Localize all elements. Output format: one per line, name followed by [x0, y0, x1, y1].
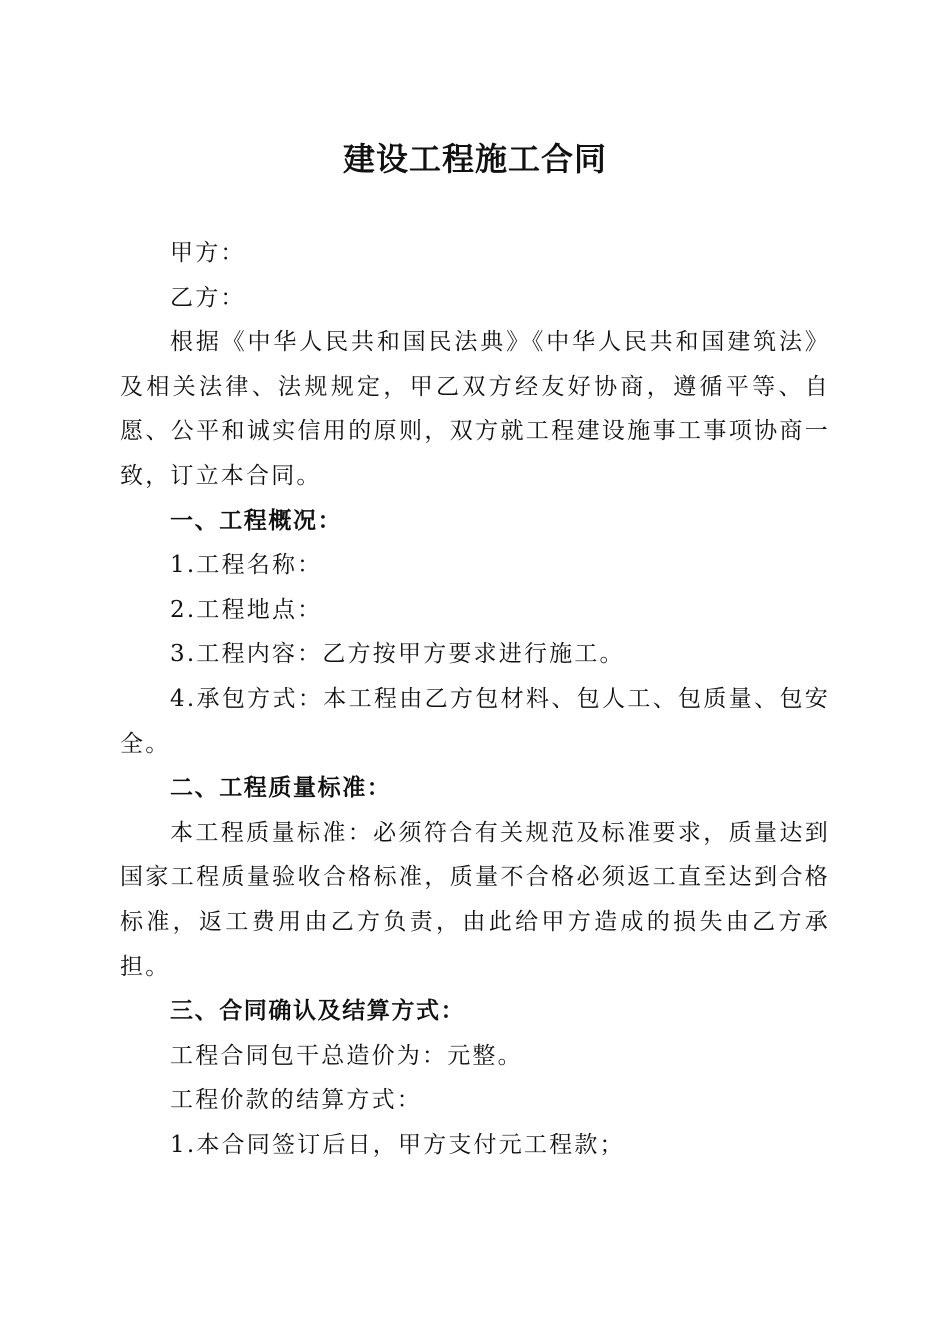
document-title: 建设工程施工合同 — [342, 140, 607, 178]
section-heading-overview: 一、工程概况： — [170, 507, 343, 534]
total-price-line: 工程合同包干总造价为：元整。 — [170, 1042, 523, 1069]
quality-standard-paragraph: 本工程质量标准：必须符合有关规范及标准要求，质量达到国家工程质量验收合格标准，质量不合格必须返工直至达到合格标准，返工费用由乙方负责，由此给甲方造成的损失由乙方承担。 — [120, 819, 830, 980]
project-name-line: 1.工程名称： — [170, 552, 323, 579]
section-heading-settlement: 三、合同确认及结算方式： — [170, 998, 466, 1025]
preamble-paragraph: 根据《中华人民共和国民法典》《中华人民共和国建筑法》及相关法律、法规规定，甲乙双方经友好协商，遵循平等、自愿、公平和诚实信用的原则，双方就工程建设施事工事项协商一致，订立本合同。 — [120, 329, 830, 489]
settlement-method-line: 工程价款的结算方式： — [170, 1087, 422, 1114]
party-b-line: 乙方： — [170, 284, 246, 311]
project-location-line: 2.工程地点： — [170, 596, 323, 623]
contract-method-paragraph: 4.承包方式：本工程由乙方包材料、包人工、包质量、包安全。 — [120, 685, 830, 757]
party-a-line: 甲方： — [170, 240, 246, 266]
section-heading-quality: 二、工程质量标准： — [170, 775, 392, 802]
project-content-line: 3.工程内容：乙方按甲方要求进行施工。 — [170, 641, 625, 668]
payment-item-1-line: 1.本合同签订后日，甲方支付元工程款； — [170, 1131, 625, 1158]
document-body — [120, 231, 830, 1167]
